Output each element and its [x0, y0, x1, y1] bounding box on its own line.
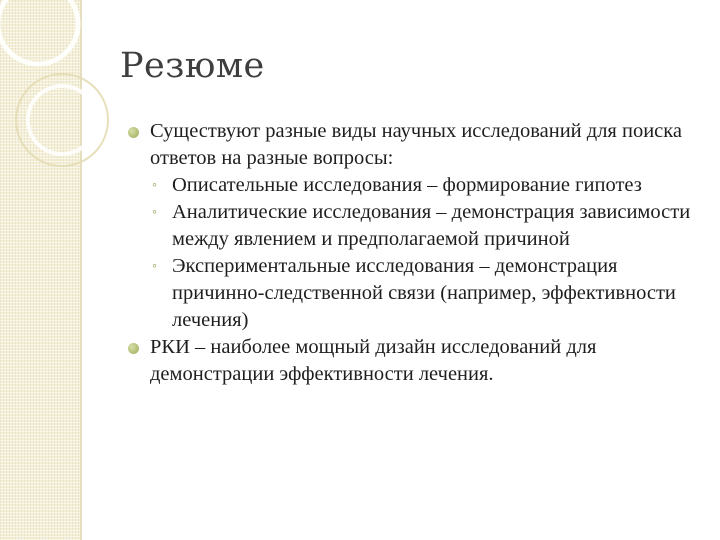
- bullet-text: РКИ – наиболее мощный дизайн исследований для демонстрации эффективности лечения.: [150, 336, 597, 385]
- hollow-circle-bullet-icon: ◦: [152, 178, 157, 193]
- decor-circle-top: [0, 0, 78, 64]
- bullet-list: [128, 118, 708, 388]
- sub-bullet-list: [150, 172, 708, 334]
- bullet-dot-icon: [128, 343, 139, 354]
- sub-bullet-item-2: [150, 199, 708, 253]
- bullet-item-2: [128, 334, 708, 388]
- hollow-circle-bullet-icon: ◦: [152, 259, 157, 274]
- sub-bullet-text: Аналитические исследования – демонстрация зависимости между явлением и предполагаемой причиной: [172, 201, 691, 250]
- sub-bullet-text: Описательные исследования – формирование гипотез: [172, 174, 642, 196]
- hollow-circle-bullet-icon: ◦: [152, 205, 157, 220]
- decorative-circles-graphic: [0, 0, 140, 200]
- decor-circle-inner: [28, 86, 96, 154]
- bullet-text: Существуют разные виды научных исследований для поиска ответов на разные вопросы:: [150, 120, 683, 169]
- sub-bullet-text: Экспериментальные исследования – демонстрация причинно-следственной связи (например, эффективности лечения): [172, 255, 676, 331]
- sub-bullet-item-3: [150, 253, 708, 334]
- slide-title: Резюме: [120, 46, 265, 86]
- bullet-dot-icon: [128, 127, 139, 138]
- bullet-item-1: [128, 118, 708, 334]
- sub-bullet-item-1: [150, 172, 708, 199]
